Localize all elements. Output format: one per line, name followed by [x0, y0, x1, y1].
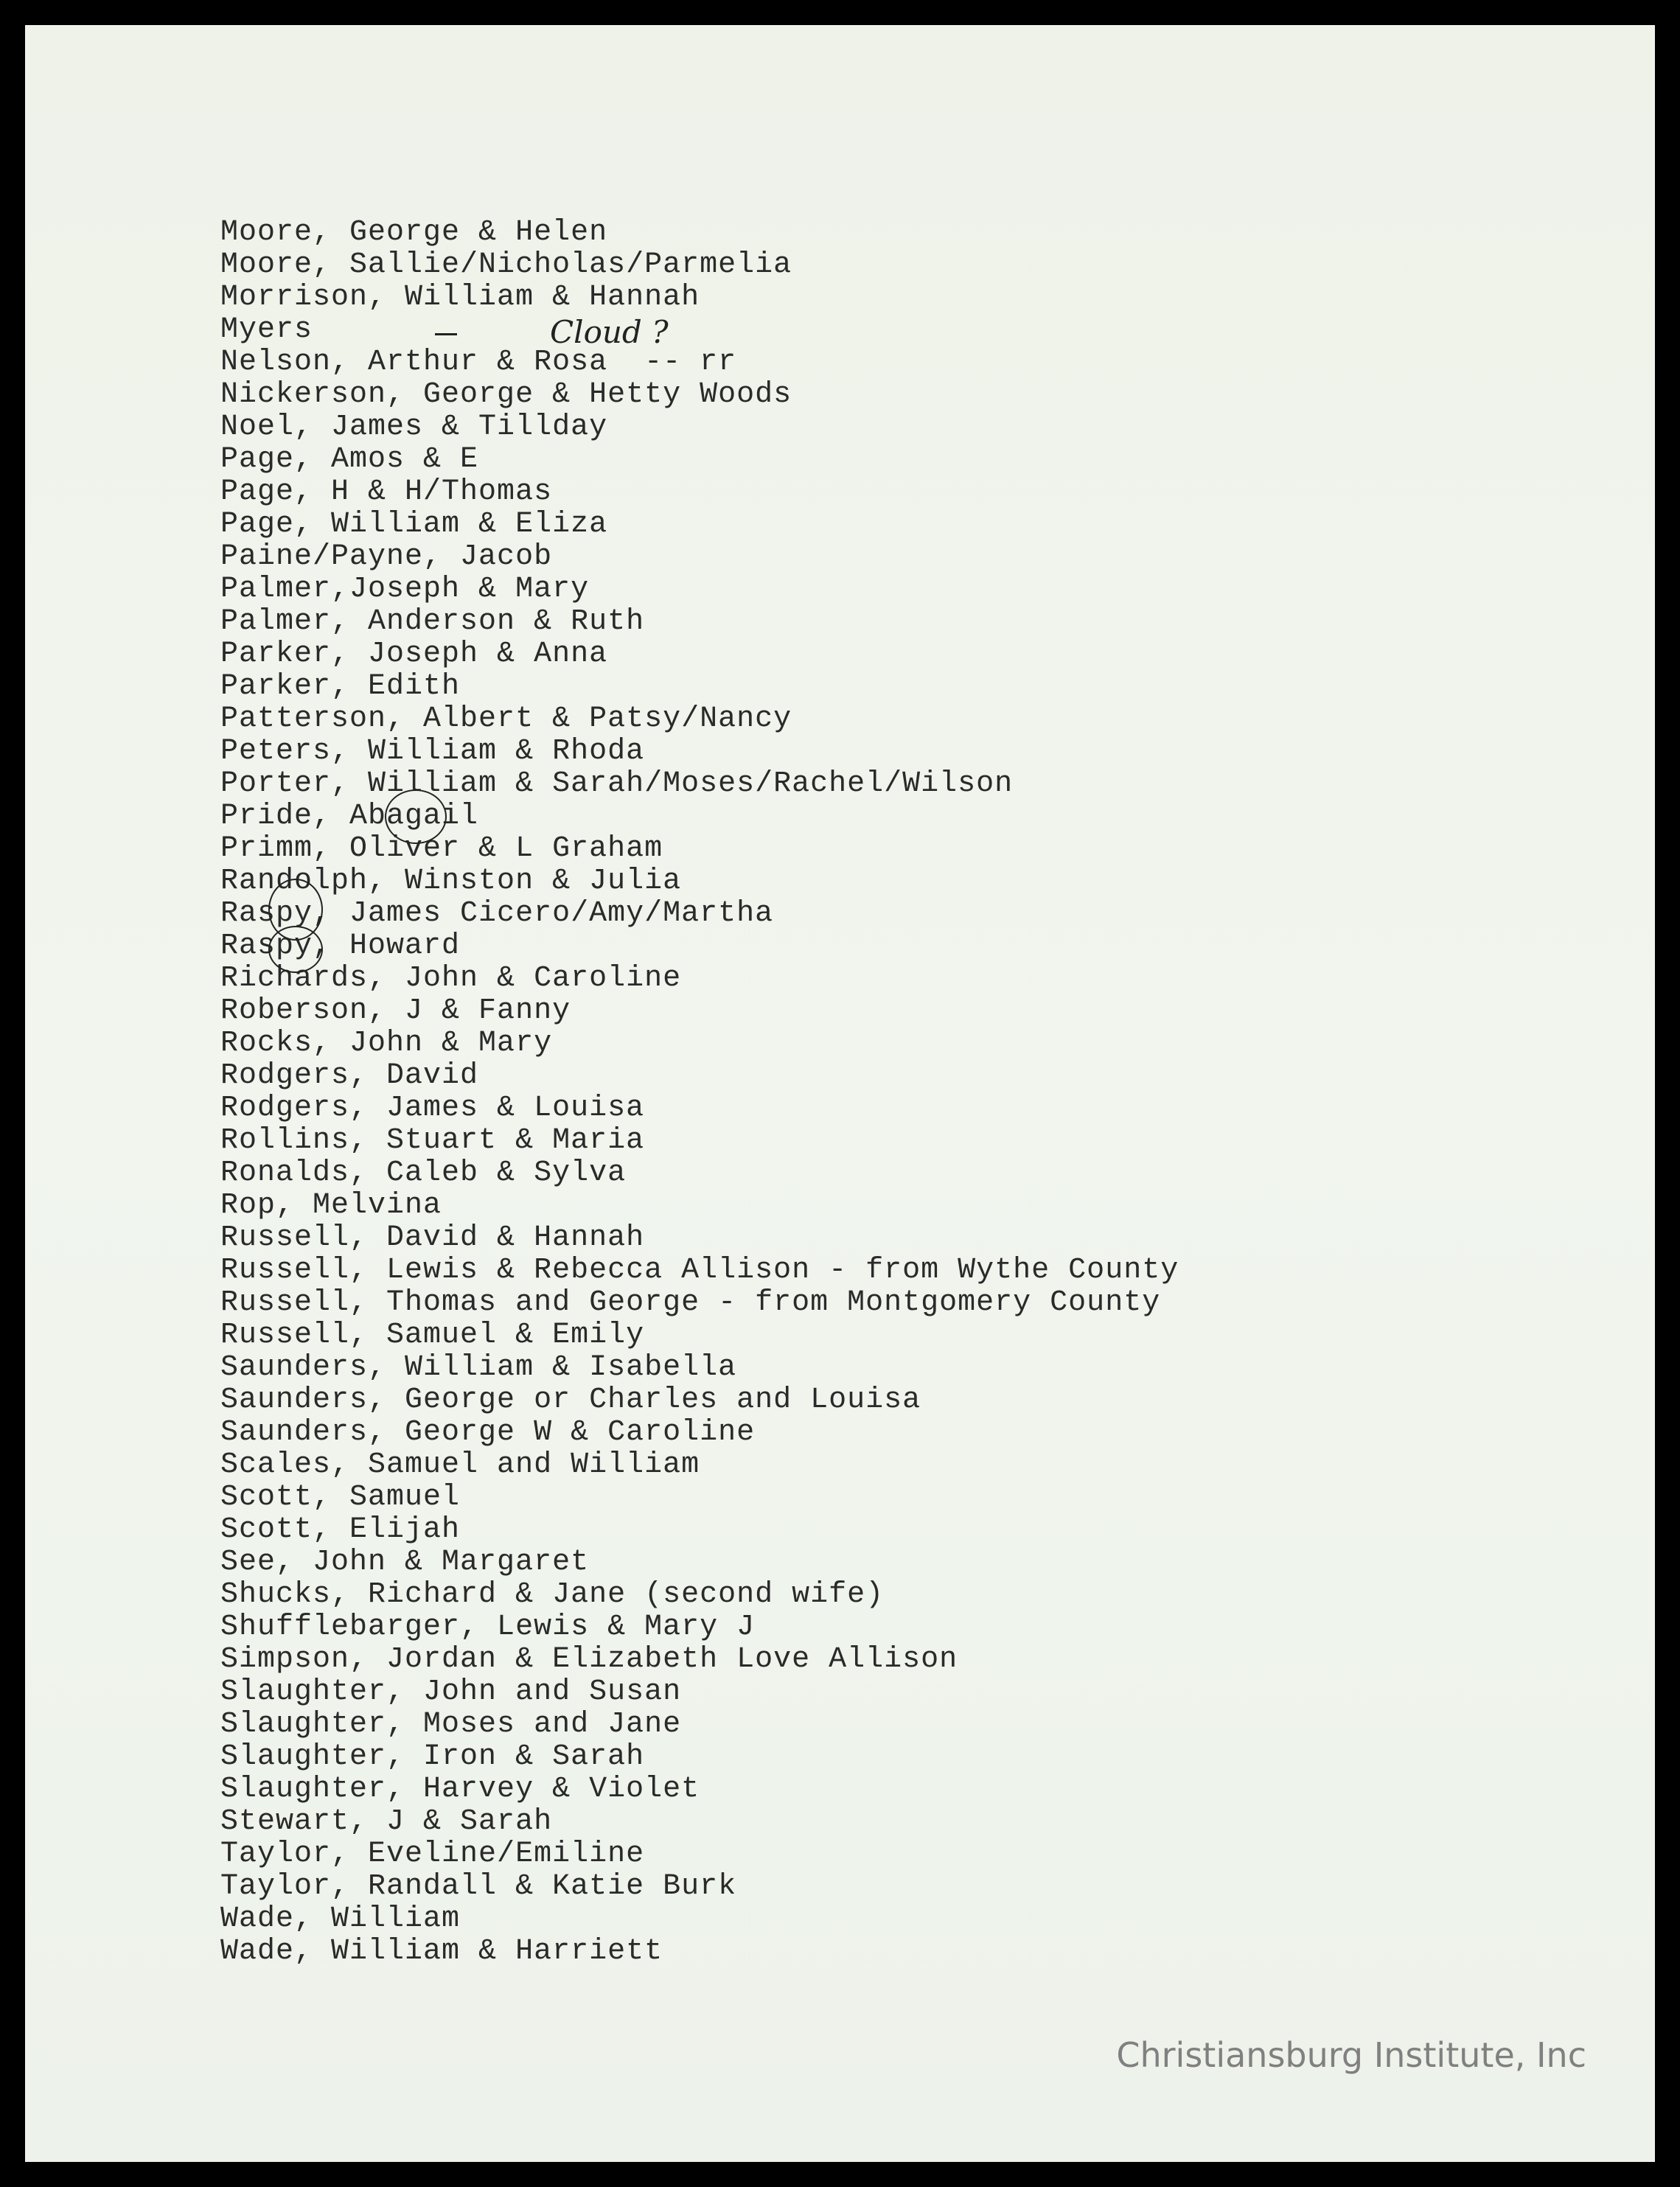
list-item: Slaughter, John and Susan	[220, 1675, 682, 1709]
list-item: Rocks, John & Mary	[220, 1027, 553, 1060]
handwritten-dash	[435, 333, 457, 335]
list-item: Peters, William & Rhoda	[220, 735, 645, 768]
list-item: Slaughter, Harvey & Violet	[220, 1773, 700, 1806]
list-item: Rollins, Stuart & Maria	[220, 1124, 645, 1157]
list-item: Primm, Oliver & L Graham	[220, 832, 663, 865]
list-item: Noel, James & Tillday	[220, 411, 608, 444]
list-item: Saunders, William & Isabella	[220, 1351, 737, 1384]
list-item: Moore, George & Helen	[220, 216, 608, 249]
list-item: Russell, David & Hannah	[220, 1221, 645, 1255]
list-item: See, John & Margaret	[220, 1546, 590, 1579]
list-item: Russell, Thomas and George - from Montgomery County	[220, 1286, 1161, 1319]
list-item: Slaughter, Iron & Sarah	[220, 1740, 645, 1773]
list-item: Roberson, J & Fanny	[220, 994, 571, 1028]
list-item: Morrison, William & Hannah	[220, 281, 700, 314]
list-item: Page, Amos & E	[220, 443, 479, 476]
list-item: Slaughter, Moses and Jane	[220, 1708, 682, 1741]
list-item: Nickerson, George & Hetty Woods	[220, 378, 792, 411]
list-item: Raspy, James Cicero/Amy/Martha	[220, 897, 774, 930]
list-item: Page, William & Eliza	[220, 508, 608, 541]
list-item: Shufflebarger, Lewis & Mary J	[220, 1611, 756, 1644]
list-item: Stewart, J & Sarah	[220, 1805, 553, 1838]
name-list	[220, 217, 1179, 1968]
list-item: Simpson, Jordan & Elizabeth Love Allison	[220, 1643, 958, 1676]
list-item: Moore, Sallie/Nicholas/Parmelia	[220, 248, 792, 282]
list-item: Wade, William & Harriett	[220, 1935, 663, 1968]
list-item: Scott, Samuel	[220, 1481, 461, 1514]
list-item: Rodgers, James & Louisa	[220, 1092, 645, 1125]
handwritten-note: Cloud ?	[550, 314, 669, 350]
list-item: Taylor, Randall & Katie Burk	[220, 1870, 737, 1903]
list-item: Saunders, George or Charles and Louisa	[220, 1384, 921, 1417]
watermark: Christiansburg Institute, Inc	[1116, 2035, 1586, 2075]
list-item: Patterson, Albert & Patsy/Nancy	[220, 702, 792, 736]
list-item: Russell, Lewis & Rebecca Allison - from Wythe County	[220, 1254, 1179, 1287]
list-item: Scales, Samuel and William	[220, 1448, 700, 1482]
list-item: Palmer,Joseph & Mary	[220, 573, 590, 606]
list-item: Porter, William & Sarah/Moses/Rachel/Wilson	[220, 767, 1014, 800]
handwritten-circle	[385, 789, 447, 844]
list-item: Nelson, Arthur & Rosa -- rr	[220, 346, 737, 379]
list-item: Paine/Payne, Jacob	[220, 540, 553, 573]
list-item: Rodgers, David	[220, 1059, 479, 1092]
list-item: Wade, William	[220, 1902, 461, 1936]
list-item: Raspy, Howard	[220, 929, 461, 963]
list-item: Russell, Samuel & Emily	[220, 1319, 645, 1352]
list-item: Saunders, George W & Caroline	[220, 1416, 756, 1449]
list-item: Taylor, Eveline/Emiline	[220, 1838, 645, 1871]
list-item: Rop, Melvina	[220, 1189, 442, 1222]
list-item: Page, H & H/Thomas	[220, 475, 553, 509]
list-item: Randolph, Winston & Julia	[220, 865, 682, 898]
list-item: Pride, Abagail	[220, 800, 479, 833]
list-item: Parker, Edith	[220, 670, 461, 703]
list-item: Parker, Joseph & Anna	[220, 638, 608, 671]
list-item: Scott, Elijah	[220, 1513, 461, 1546]
list-item: Ronalds, Caleb & Sylva	[220, 1157, 627, 1190]
list-item: Shucks, Richard & Jane (second wife)	[220, 1578, 885, 1611]
handwritten-circle	[268, 926, 323, 973]
list-item: Palmer, Anderson & Ruth	[220, 605, 645, 638]
list-item: Richards, John & Caroline	[220, 962, 682, 995]
document-page	[25, 25, 1655, 2162]
list-item: Myers	[220, 313, 313, 346]
